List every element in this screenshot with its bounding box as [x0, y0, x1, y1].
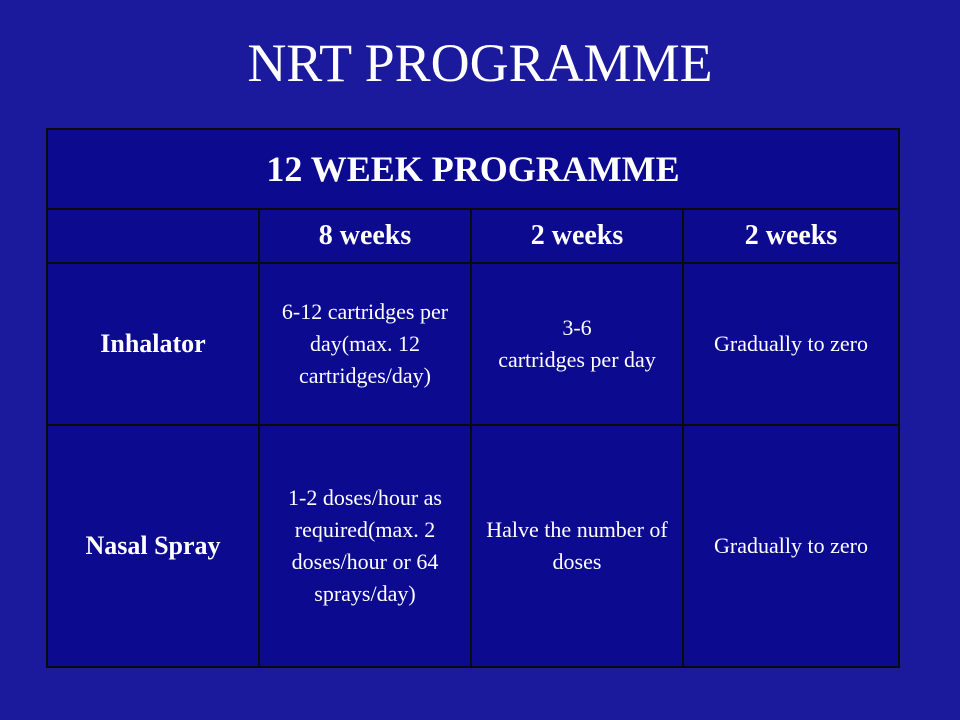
cell-text: Gradually to zero — [714, 331, 868, 356]
column-header-2-weeks-b: 2 weeks — [683, 209, 899, 263]
table-header-row — [47, 129, 899, 209]
inhalator-2-weeks-a-cell — [471, 263, 683, 425]
slide-title: NRT PROGRAMME — [247, 33, 713, 93]
column-header-8-weeks: 8 weeks — [259, 209, 471, 263]
table-row-nasal-spray — [47, 425, 899, 667]
nasal-spray-8-weeks-cell — [259, 425, 471, 667]
cell-text: Gradually to zero — [714, 533, 868, 558]
cell-text: 6-12 cartridges per day(max. 12 cartridges/day) — [281, 299, 449, 388]
nasal-spray-2-weeks-b-cell — [683, 425, 899, 667]
row-label-nasal-spray: Nasal Spray — [47, 425, 259, 667]
cell-text: cartridges per day — [498, 347, 656, 372]
table-row-inhalator — [47, 263, 899, 425]
cell-text: 3-6 — [562, 315, 592, 340]
inhalator-2-weeks-b-cell — [683, 263, 899, 425]
inhalator-8-weeks-cell — [259, 263, 471, 425]
cell-text: 1-2 doses/hour as required(max. 2 doses/hour or 64 sprays/day) — [288, 485, 442, 606]
row-label-inhalator: Inhalator — [47, 263, 259, 425]
cell-text: Halve the number of doses — [486, 517, 668, 574]
programme-table — [46, 128, 900, 668]
column-header-row — [47, 209, 899, 263]
column-header-2-weeks-a: 2 weeks — [471, 209, 683, 263]
column-header-empty — [47, 209, 259, 263]
table-header: 12 WEEK PROGRAMME — [47, 129, 899, 209]
nasal-spray-2-weeks-a-cell — [471, 425, 683, 667]
